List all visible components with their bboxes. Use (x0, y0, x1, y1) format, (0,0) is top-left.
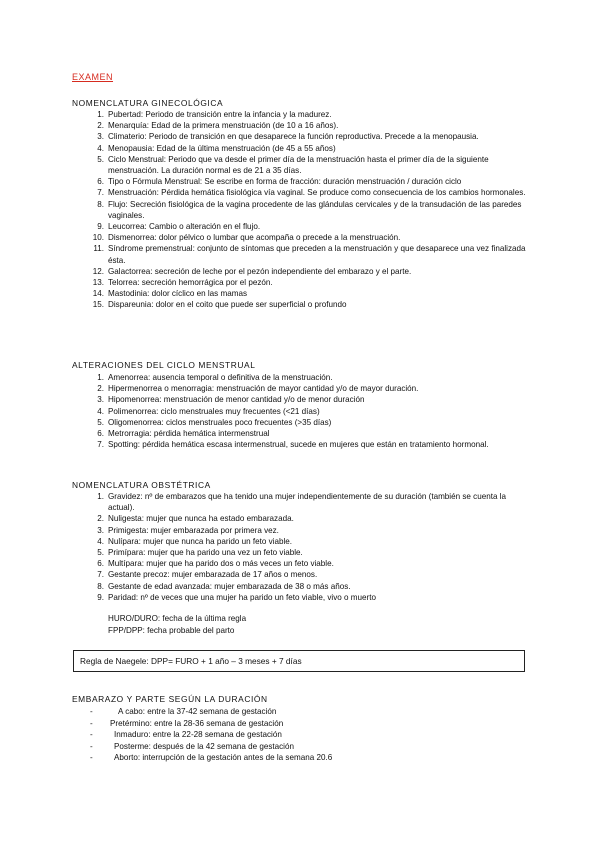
list-item: 11. Síndrome premenstrual: conjunto de síntomas que preceden a la menstruación y que desaparece una vez finalizada ésta. (93, 244, 526, 265)
list-item: 2. Hipermenorrea o menorragia: menstruación de mayor cantidad y/o de mayor duración. (97, 384, 419, 394)
list-item: 14. Mastodinia: dolor cíclico en las mamas (92, 289, 248, 299)
list-item: 6. Tipo o Fórmula Menstrual: Se escribe en forma de fracción: duración menstruación / duración ciclo (97, 177, 462, 187)
list-alteraciones-ciclo (72, 372, 532, 450)
list-item: 3. Hipomenorrea: menstruación de menor cantidad y/o de menor duración (97, 395, 365, 405)
list-item: 2. Menarquía: Edad de la primera menstruación (de 10 a 16 años). (97, 121, 339, 131)
list-item: 10. Dismenorrea: dolor pélvico o lumbar que acompaña o precede a la menstruación. (92, 233, 401, 243)
list-item: 9. Paridad: nº de veces que una mujer ha parido un feto viable, vivo o muerto (97, 592, 376, 602)
list-item: 2. Nuligesta: mujer que nunca ha estado embarazada. (97, 514, 294, 524)
document-title: EXAMEN (72, 72, 114, 82)
list-item: 5. Primípara: mujer que ha parido una vez un feto viable. (97, 548, 303, 558)
list-item: 6. Metrorragia: pérdida hemática intermenstrual (97, 429, 270, 439)
list-item: 7. Gestante precoz: mujer embarazada de 17 años o menos. (97, 570, 318, 580)
list-item: 6. Multípara: mujer que ha parido dos o más veces un feto viable. (97, 559, 334, 569)
list-item: 1. Gravidez: nº de embarazos que ha tenido una mujer independientemente de su duración (también se cuenta la actual). (97, 492, 507, 513)
definition-huro-duro: HURO/DURO: fecha de la última regla (108, 614, 247, 623)
list-nomenclatura-obstetrica (72, 491, 532, 603)
list-item: 1. Pubertad: Periodo de transición entre la infancia y la madurez. (97, 110, 332, 119)
list-embarazo-parte (72, 706, 332, 764)
list-item: 7. Spotting: pérdida hemática escasa intermenstrual, sucede en mujeres que están en tratamiento hormonal. (97, 440, 489, 450)
list-item: 4. Polimenorrea: ciclo menstruales muy frecuentes (<21 días) (97, 406, 320, 416)
naegele-rule-box: Regla de Naegele: DPP= FURO + 1 año – 3 meses + 7 días (73, 650, 525, 672)
list-item: 3. Climaterio: Periodo de transición en que desaparece la función reproductiva. Precede a la menopausia. (97, 132, 479, 142)
section-heading-embarazo-parte: EMBARAZO Y PARTE SEGÚN LA DURACIÓN (72, 694, 268, 704)
section-heading-alteraciones-ciclo: ALTERACIONES DEL CICLO MENSTRUAL (72, 360, 256, 370)
list-item: 1. Amenorrea: ausencia temporal o definitiva de la menstruación. (97, 373, 333, 382)
list-nomenclatura-ginecologica (72, 109, 532, 311)
list-item: - Posterme: después de la 42 semana de gestación (90, 741, 294, 751)
section-heading-nomenclatura-obstetrica: NOMENCLATURA OBSTÉTRICA (72, 480, 211, 490)
definition-fpp-dpp: FPP/DPP: fecha probable del parto (108, 626, 235, 635)
list-item: 4. Menopausia: Edad de la última menstruación (de 45 a 55 años) (97, 143, 336, 153)
list-item: - Aborto: interrupción de la gestación antes de la semana 20.6 (90, 753, 333, 762)
list-item: 12. Galactorrea: secreción de leche por el pezón independiente del embarazo y el parte. (92, 266, 412, 276)
list-item: 9. Leucorrea: Cambio o alteración en el flujo. (97, 222, 261, 232)
list-item: 5. Ciclo Menstrual: Periodo que va desde el primer día de la menstruación hasta el primer día de la siguiente menstruación. La duración normal es de 21 a 35 días. (97, 154, 489, 176)
list-item: - Pretérmino: entre la 28-36 semana de gestación (90, 718, 284, 728)
list-item: - Inmaduro: entre la 22-28 semana de gestación (90, 730, 282, 739)
list-item: 13. Telorrea: secreción hemorrágica por el pezón. (92, 278, 273, 288)
list-item: 15. Dispareunia: dolor en el coito que puede ser superficial o profundo (92, 300, 347, 310)
list-item: 4. Nulípara: mujer que nunca ha parido un feto viable. (97, 536, 293, 546)
list-item: - A cabo: entre la 37-42 semana de gestación (90, 707, 277, 716)
list-item: 5. Oligomenorrea: ciclos menstruales poco frecuentes (>35 días) (97, 417, 332, 427)
list-item: 8. Gestante de edad avanzada: mujer embarazada de 38 o más años. (97, 581, 351, 591)
list-item: 3. Primigesta: mujer embarazada por primera vez. (97, 525, 279, 535)
list-item: 8. Flujo: Secreción fisiológica de la vagina procedente de las glándulas cervicales y de la transudación de las paredes vaginales. (97, 199, 522, 220)
section-heading-nomenclatura-ginecologica: NOMENCLATURA GINECOLÓGICA (72, 98, 224, 108)
list-item: 7. Menstruación: Pérdida hemática fisiológica vía vaginal. Se produce como consecuencia de los cambios hormonales. (97, 188, 526, 198)
